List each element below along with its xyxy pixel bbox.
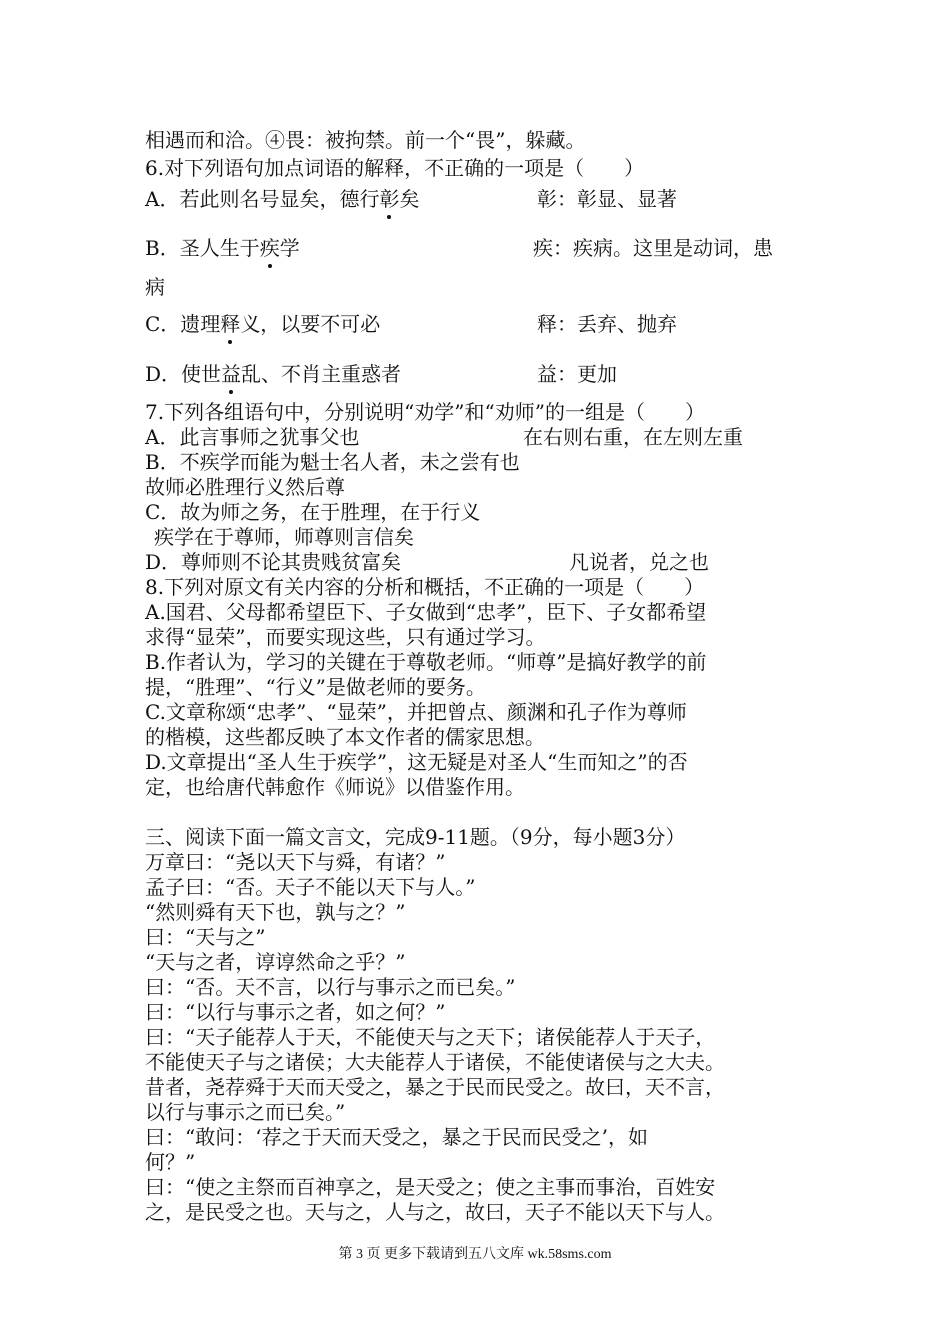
dotted-word: 益 bbox=[221, 362, 242, 386]
passage-line: “然则舜有天下也，孰与之？” bbox=[145, 900, 406, 924]
dotted-word: 释 bbox=[220, 312, 241, 336]
passage-line: 曰：“天子能荐人于天，不能使天与之天下；诸侯能荐人于天子， bbox=[145, 1025, 716, 1049]
q8-text-line: 定，也给唐代韩愈作《师说》以借鉴作用。 bbox=[145, 775, 525, 799]
passage-line: 曰：“敢问：‘荐之于天而天受之，暴之于民而民受之’，如 bbox=[145, 1125, 648, 1149]
passage-line: 曰：“使之主祭而百神享之，是天受之；使之主事而事治，百姓安 bbox=[145, 1175, 716, 1199]
q8-text-line: 求得“显荣”，而要实现这些，只有通过学习。 bbox=[145, 625, 546, 649]
passage-line: 曰：“否。天不言，以行与事示之而已矣。” bbox=[145, 975, 516, 999]
passage-line: 之，是民受之也。天与之，人与之，故曰，天子不能以天下与人。 bbox=[145, 1200, 725, 1224]
dotted-word: 彰 bbox=[379, 187, 400, 211]
option-a-gloss: 彰：彰显、显著 bbox=[537, 187, 677, 211]
passage-line: 孟子曰：“否。天子不能以天下与人。” bbox=[145, 875, 476, 899]
option-d-gloss: 益：更加 bbox=[537, 362, 617, 386]
question-7-stem: 7.下列各组语句中，分别说明“劝学”和“劝师”的一组是（ ） bbox=[145, 400, 705, 424]
q8-text-line: 的楷模，这些都反映了本文作者的儒家思想。 bbox=[145, 725, 545, 749]
question-8-stem: 8.下列对原文有关内容的分析和概括，不正确的一项是（ ） bbox=[145, 575, 705, 599]
q7-option-c-second: 疾学在于尊师，师尊则言信矣 bbox=[154, 525, 414, 549]
option-b-sentence: B．圣人生于疾学 bbox=[145, 236, 300, 260]
option-c-sentence: C．遗理释义，以要不可必 bbox=[145, 312, 381, 336]
question-6-stem: 6.对下列语句加点词语的解释，不正确的一项是（ ） bbox=[145, 156, 645, 180]
option-a-sentence: A．若此则名号显矣，德行彰矣 bbox=[145, 187, 420, 211]
option-b-gloss: 疾：疾病。这里是动词，患 bbox=[533, 236, 773, 260]
q7-option-b-second: 故师必胜理行义然后尊 bbox=[145, 475, 345, 499]
passage-line: 何？” bbox=[145, 1150, 196, 1174]
passage-line: 以行与事示之而已矣。” bbox=[145, 1100, 346, 1124]
q8-text-line: B.作者认为，学习的关键在于尊敬老师。“师尊”是搞好教学的前 bbox=[145, 650, 707, 674]
passage-line: 不能使天子与之诸侯；大夫能荐人于诸侯，不能使诸侯与之大夫。 bbox=[145, 1050, 725, 1074]
q7-option-d-right: 凡说者，兑之也 bbox=[569, 550, 709, 574]
passage-line: 曰：“以行与事示之者，如之何？” bbox=[145, 1000, 446, 1024]
passage-line: 昔者，尧荐舜于天而天受之，暴之于民而民受之。故曰，天不言， bbox=[145, 1075, 725, 1099]
q8-text-line: C.文章称颂“忠孝”、“显荣”，并把曾点、颜渊和孔子作为尊师 bbox=[145, 700, 687, 724]
text-line: 相遇而和洽。④畏：被拘禁。前一个“畏”，躲藏。 bbox=[145, 128, 586, 152]
q7-option-a-right: 在右则右重，在左则左重 bbox=[523, 425, 743, 449]
q8-text-line: A.国君、父母都希望臣下、子女做到“忠孝”，臣下、子女都希望 bbox=[145, 600, 707, 624]
q7-option-d: D．尊师则不论其贵贱贫富矣 bbox=[145, 550, 402, 574]
passage-line: “天与之者，谆谆然命之乎？” bbox=[145, 950, 406, 974]
passage-line: 曰：“天与之” bbox=[145, 925, 266, 949]
q8-text-line: D.文章提出“圣人生于疾学”，这无疑是对圣人“生而知之”的否 bbox=[145, 750, 688, 774]
dotted-word: 疾 bbox=[259, 236, 280, 260]
passage-line: 万章曰：“尧以天下与舜，有诸？” bbox=[145, 850, 446, 874]
q7-option-a: A．此言事师之犹事父也 bbox=[145, 425, 360, 449]
q7-option-c: C．故为师之务，在于胜理，在于行义 bbox=[145, 500, 481, 524]
section-heading: 三、阅读下面一篇文言文，完成9-11题。（9分，每小题3分） bbox=[145, 825, 686, 849]
option-b-gloss-continued: 病 bbox=[145, 275, 165, 299]
page-footer: 第 3 页 更多下载请到五八文库 wk.58sms.com bbox=[338, 1247, 612, 1262]
q7-option-b: B．不疾学而能为魁士名人者，未之尝有也 bbox=[145, 450, 520, 474]
q8-text-line: 提，“胜理”、“行义”是做老师的要务。 bbox=[145, 675, 486, 699]
option-c-gloss: 释：丢弃、抛弃 bbox=[537, 312, 677, 336]
option-d-sentence: D．使世益乱、不肖主重惑者 bbox=[145, 362, 402, 386]
